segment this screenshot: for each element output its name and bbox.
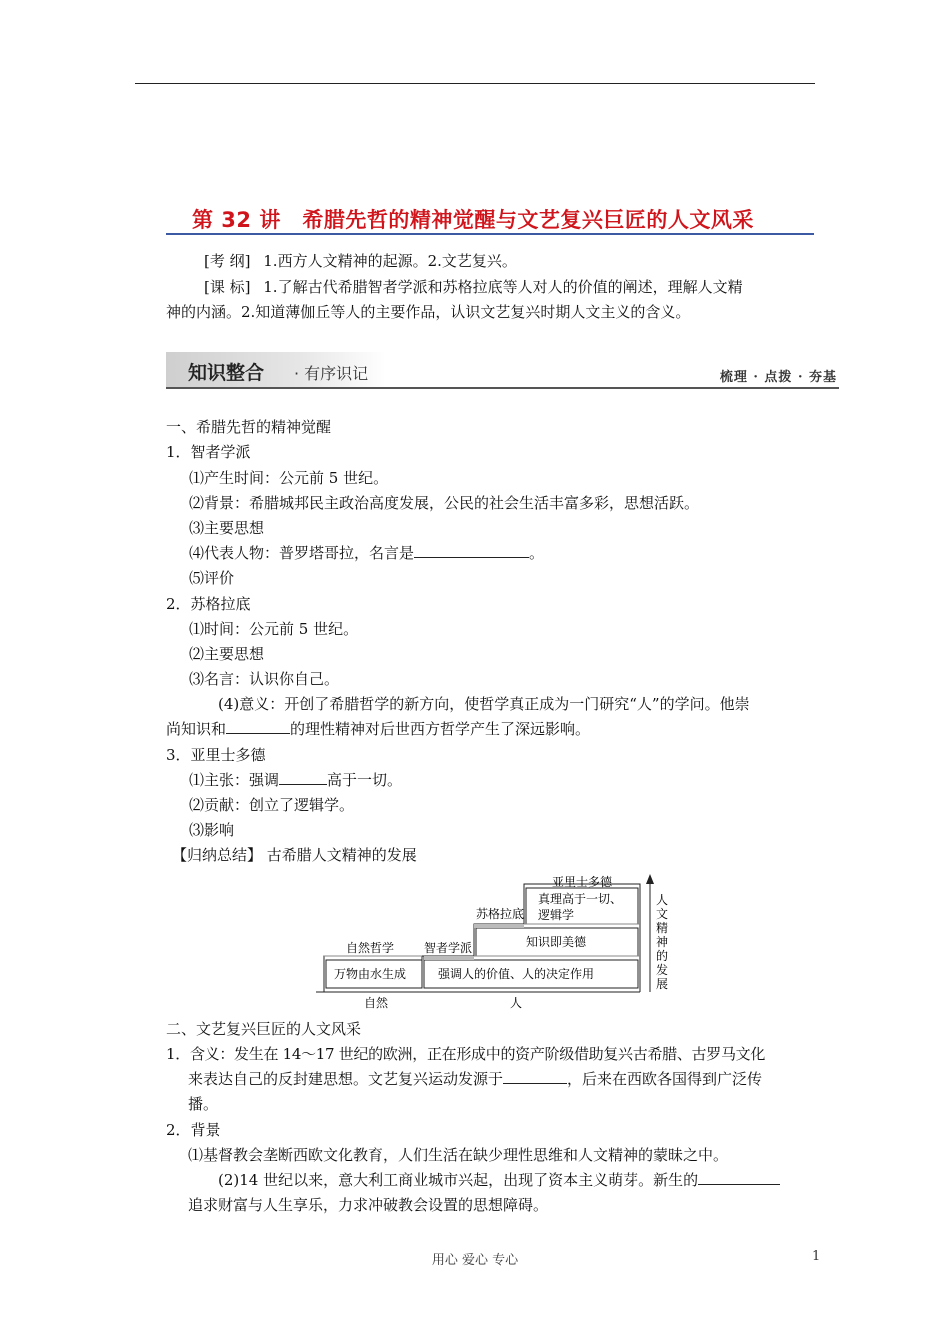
s1-item-4-end: 。 bbox=[529, 544, 545, 562]
s1-item-2: ⑵背景：希腊城邦民主政治高度发展，公民的社会生活丰富多彩，思想活跃。 bbox=[189, 494, 700, 512]
s2-title: 2．苏格拉底 bbox=[166, 595, 251, 613]
s2-p2-item-2a-text: (2)14 世纪以来，意大利工商业城市兴起，出现了资本主义萌芽。新生的 bbox=[218, 1171, 699, 1189]
vertical-char-4: 神 bbox=[656, 935, 669, 949]
fill-blank bbox=[414, 543, 529, 558]
kaogang-text: 1.西方人文精神的起源。2.文艺复兴。 bbox=[263, 252, 517, 270]
footer-text: 用心 爱心 专心 bbox=[431, 1253, 519, 1268]
axis-nature: 自然 bbox=[364, 996, 389, 1010]
kebiao-text-2: 神的内涵。2.知道薄伽丘等人的主要作品，认识文艺复兴时期人文主义的含义。 bbox=[166, 303, 691, 321]
s2-item-2: ⑵主要思想 bbox=[189, 645, 265, 663]
s1-item-4-text: ⑷代表人物：普罗塔哥拉，名言是 bbox=[189, 544, 415, 562]
s2-item-4b-pre: 尚知识和 bbox=[166, 720, 227, 738]
title-underline bbox=[166, 233, 814, 235]
s1-item-3: ⑶主要思想 bbox=[189, 519, 265, 537]
axis-human: 人 bbox=[510, 996, 523, 1010]
kaogang-label: [考 纲] bbox=[204, 252, 251, 270]
s1-title: 1．智者学派 bbox=[166, 443, 251, 461]
s1-item-1: ⑴产生时间：公元前 5 世纪。 bbox=[189, 469, 389, 487]
s2-p2-item-2b: 追求财富与人生享乐，力求冲破教会设置的思想障碍。 bbox=[188, 1196, 549, 1214]
section2-heading: 二、文艺复兴巨匠的人文风采 bbox=[166, 1020, 362, 1038]
s2-item-1: ⑴时间：公元前 5 世纪。 bbox=[189, 620, 359, 638]
label-aristotle-box-1: 真理高于一切、 bbox=[538, 892, 623, 906]
label-water: 万物由水生成 bbox=[334, 967, 407, 981]
label-aristotle-box-2: 逻辑学 bbox=[538, 908, 575, 922]
page-number: 1 bbox=[812, 1249, 821, 1264]
band-subtitle: · 有序识记 bbox=[294, 364, 369, 383]
vertical-char-3: 精 bbox=[656, 921, 669, 935]
s1-item-5: ⑸评价 bbox=[189, 569, 235, 587]
vertical-char-7: 展 bbox=[656, 977, 669, 991]
s2-item-4b-post: 的理性精神对后世西方哲学产生了深远影响。 bbox=[290, 720, 591, 738]
stair-diagram bbox=[310, 870, 680, 1012]
section1-heading: 一、希腊先哲的精神觉醒 bbox=[166, 418, 332, 436]
fill-blank bbox=[698, 1170, 780, 1185]
label-human-value: 强调人的价值、人的决定作用 bbox=[438, 967, 595, 981]
section-band bbox=[166, 352, 839, 389]
kaogang-line bbox=[204, 250, 517, 272]
band-right-text: 梳理 · 点拨 · 夯基 bbox=[719, 370, 837, 385]
kebiao-line bbox=[204, 276, 743, 298]
s3-item-1-post: 高于一切。 bbox=[327, 771, 403, 789]
s2-p1b bbox=[188, 1068, 762, 1090]
kebiao-label: [课 标] bbox=[204, 278, 251, 296]
label-natural-philosophy: 自然哲学 bbox=[346, 941, 395, 955]
s2-item-4b bbox=[166, 718, 590, 740]
kebiao-text-1: 1.了解古代希腊智者学派和苏格拉底等人对人的价值的阐述，理解人文精 bbox=[263, 278, 743, 296]
s3-item-3: ⑶影响 bbox=[189, 821, 235, 839]
header-rule bbox=[135, 83, 815, 84]
vertical-char-5: 的 bbox=[656, 949, 669, 963]
page-title: 第 32 讲 希腊先哲的精神觉醒与文艺复兴巨匠的人文风采 bbox=[192, 208, 754, 232]
s2-p1b-text: 来表达自己的反封建思想。文艺复兴运动发源于 bbox=[188, 1070, 504, 1088]
label-sophists: 智者学派 bbox=[424, 941, 473, 955]
label-socrates: 苏格拉底 bbox=[476, 907, 525, 921]
vertical-char-1: 人 bbox=[656, 893, 669, 907]
s1-item-4 bbox=[189, 542, 544, 564]
s3-title: 3．亚里士多德 bbox=[166, 746, 266, 764]
shade-1 bbox=[424, 956, 474, 960]
band-title: 知识整合 bbox=[188, 362, 265, 384]
s2-p1c: 播。 bbox=[188, 1095, 219, 1113]
s3-item-1 bbox=[189, 769, 402, 791]
s2-p1a: 1．含义：发生在 14～17 世纪的欧洲，正在形成中的资产阶级借助复兴古希腊、古罗马文化 bbox=[166, 1045, 766, 1063]
s2-p1b-post: ，后来在西欧各国得到广泛传 bbox=[567, 1070, 763, 1088]
s2-p2-title: 2．背景 bbox=[166, 1121, 221, 1139]
shade-2 bbox=[474, 924, 524, 928]
s3-item-1-pre: ⑴主张：强调 bbox=[189, 771, 280, 789]
vertical-char-2: 文 bbox=[656, 907, 669, 921]
vertical-char-6: 发 bbox=[656, 963, 669, 977]
s2-p2-item-2a bbox=[218, 1169, 780, 1191]
fill-blank bbox=[226, 719, 290, 734]
s2-item-3: ⑶名言：认识你自己。 bbox=[189, 670, 340, 688]
arrow-up-icon bbox=[646, 874, 654, 884]
summary-label: 【归纳总结】 古希腊人文精神的发展 bbox=[172, 846, 417, 864]
s2-item-4a: (4)意义：开创了希腊哲学的新方向，使哲学真正成为一门研究“人”的学问。他崇 bbox=[218, 695, 750, 713]
label-socrates-box: 知识即美德 bbox=[526, 935, 587, 949]
fill-blank bbox=[503, 1069, 567, 1084]
s2-p2-item-1: ⑴基督教会垄断西欧文化教育，人们生活在缺少理性思维和人文精神的蒙昧之中。 bbox=[188, 1146, 729, 1164]
label-aristotle: 亚里士多德 bbox=[552, 875, 613, 889]
band-rule bbox=[166, 387, 839, 389]
s3-item-2: ⑵贡献：创立了逻辑学。 bbox=[189, 796, 355, 814]
fill-blank bbox=[279, 770, 327, 785]
